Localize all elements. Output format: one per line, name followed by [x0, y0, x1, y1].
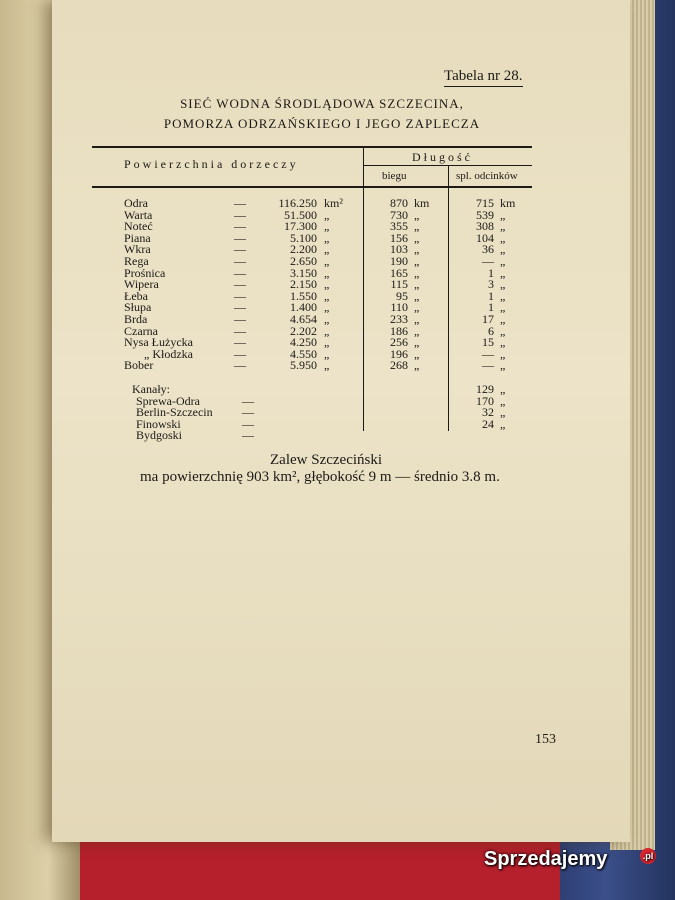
river-length-unit: „	[414, 242, 420, 256]
river-area-unit: „	[324, 254, 330, 268]
lagoon-description: ma powierzchnię 903 km², głębokość 9 m — średnio 3.8 m.	[140, 469, 500, 485]
river-navigable: 36	[482, 242, 494, 256]
river-name: Wipera	[124, 277, 159, 291]
canal-name: Sprewa-Odra	[136, 394, 200, 408]
river-area: 1.400	[290, 300, 317, 314]
canal-navigable-unit: „	[500, 382, 506, 396]
river-navigable: 15	[482, 335, 494, 349]
header-length-navigable: spl. odcinków	[456, 170, 518, 182]
river-length: 110	[390, 300, 408, 314]
river-length-unit: „	[414, 266, 420, 280]
river-area: 4.250	[290, 335, 317, 349]
table-title-line2: POMORZA ODRZAŃSKIEGO I JEGO ZAPLECZA	[163, 116, 481, 131]
river-length: 870	[390, 196, 408, 210]
row-dash: —	[234, 254, 246, 268]
river-length-unit: „	[414, 358, 420, 372]
river-navigable-unit: „	[500, 266, 506, 280]
row-dash: —	[234, 242, 246, 256]
river-area-unit: „	[324, 312, 330, 326]
river-length: 730	[390, 208, 408, 222]
river-navigable: 6	[488, 324, 494, 338]
river-length: 190	[390, 254, 408, 268]
river-area: 4.550	[290, 347, 317, 361]
row-dash: —	[234, 208, 246, 222]
river-name: Łeba	[124, 289, 148, 303]
river-area-unit: „	[324, 208, 330, 222]
river-navigable: 1	[488, 300, 494, 314]
canal-navigable: 129	[476, 382, 494, 396]
river-length-unit: „	[414, 289, 420, 303]
watermark-badge: .pl	[640, 848, 656, 864]
river-navigable: —	[482, 347, 494, 361]
canal-navigable-unit: „	[500, 417, 506, 431]
row-dash: —	[234, 196, 246, 210]
river-length: 186	[390, 324, 408, 338]
row-dash: —	[242, 394, 254, 408]
river-length: 103	[390, 242, 408, 256]
river-navigable-unit: „	[500, 242, 506, 256]
river-area: 4.654	[290, 312, 317, 326]
river-length-unit: „	[414, 312, 420, 326]
canal-navigable: 24	[482, 417, 494, 431]
river-area: 2.650	[290, 254, 317, 268]
river-navigable: 715	[476, 196, 494, 210]
river-area-unit: „	[324, 219, 330, 233]
header-length: Długość	[412, 150, 473, 164]
river-navigable-unit: „	[500, 324, 506, 338]
river-area: 116.250	[278, 196, 317, 210]
river-navigable: 1	[488, 289, 494, 303]
row-dash: —	[234, 219, 246, 233]
river-area: 5.100	[290, 231, 317, 245]
river-area-unit: „	[324, 289, 330, 303]
river-name: Bober	[124, 358, 154, 372]
row-dash: —	[234, 358, 246, 372]
river-area-unit: „	[324, 231, 330, 245]
row-dash: —	[242, 428, 254, 442]
river-name: Czarna	[124, 324, 158, 338]
canal-name: Finowski	[136, 417, 181, 431]
river-name: „ Kłodzka	[144, 347, 193, 361]
river-navigable-unit: „	[500, 219, 506, 233]
river-navigable: 104	[476, 231, 494, 245]
river-navigable-unit: „	[500, 335, 506, 349]
river-area-unit: km²	[324, 196, 343, 210]
river-length: 165	[390, 266, 408, 280]
river-length: 115	[390, 277, 408, 291]
river-navigable: 539	[476, 208, 494, 222]
river-navigable: —	[482, 358, 494, 372]
river-length-unit: „	[414, 300, 420, 314]
river-navigable: 3	[488, 277, 494, 291]
table-number-label: Tabela nr 28.	[444, 68, 523, 87]
river-area: 2.150	[290, 277, 317, 291]
river-navigable-unit: „	[500, 231, 506, 245]
river-area: 3.150	[290, 266, 317, 280]
river-area-unit: „	[324, 242, 330, 256]
river-navigable: 308	[476, 219, 494, 233]
river-length: 233	[390, 312, 408, 326]
river-length-unit: „	[414, 208, 420, 222]
row-dash: —	[234, 347, 246, 361]
river-area-unit: „	[324, 324, 330, 338]
river-name: Warta	[124, 208, 153, 222]
row-dash: —	[242, 417, 254, 431]
watermark-text: Sprzedajemy	[484, 848, 608, 870]
table-header-rule	[92, 186, 532, 188]
river-area: 17.300	[284, 219, 317, 233]
page-number: 153	[535, 732, 556, 747]
river-navigable-unit: „	[500, 289, 506, 303]
river-length: 156	[390, 231, 408, 245]
river-length-unit: km	[414, 196, 430, 210]
river-navigable-unit: „	[500, 277, 506, 291]
row-dash: —	[234, 335, 246, 349]
river-length-unit: „	[414, 347, 420, 361]
canal-navigable-unit: „	[500, 394, 506, 408]
river-area-unit: „	[324, 300, 330, 314]
river-length-unit: „	[414, 277, 420, 291]
river-name: Słupa	[124, 300, 152, 314]
river-name: Nysa Łużycka	[124, 335, 193, 349]
river-length: 196	[390, 347, 408, 361]
river-navigable-unit: km	[500, 196, 516, 210]
book-page	[52, 0, 630, 842]
row-dash: —	[242, 405, 254, 419]
river-name: Noteć	[124, 219, 153, 233]
river-area: 1.550	[290, 289, 317, 303]
watermark-logo	[484, 848, 664, 882]
river-name: Odra	[124, 196, 148, 210]
river-area: 51.500	[284, 208, 317, 222]
table-top-rule	[92, 146, 532, 148]
row-dash: —	[234, 312, 246, 326]
header-length-course: biegu	[382, 170, 407, 182]
river-length-unit: „	[414, 324, 420, 338]
river-navigable-unit: „	[500, 300, 506, 314]
row-dash: —	[234, 289, 246, 303]
river-length-unit: „	[414, 219, 420, 233]
row-dash: —	[234, 277, 246, 291]
canal-name: Berlin-Szczecin	[136, 405, 213, 419]
river-length: 355	[390, 219, 408, 233]
table-title-line1: SIEĆ WODNA ŚRODLĄDOWA SZCZECINA,	[180, 96, 464, 111]
river-length-unit: „	[414, 335, 420, 349]
river-navigable-unit: „	[500, 254, 506, 268]
river-area-unit: „	[324, 358, 330, 372]
column-divider-2	[448, 165, 449, 431]
river-length: 268	[390, 358, 408, 372]
row-dash: —	[234, 300, 246, 314]
row-dash: —	[234, 266, 246, 280]
river-length-unit: „	[414, 231, 420, 245]
header-area: Powierzchnia dorzeczy	[124, 157, 299, 171]
river-length-unit: „	[414, 254, 420, 268]
canal-navigable: 32	[482, 405, 494, 419]
row-dash: —	[234, 324, 246, 338]
row-dash: —	[234, 231, 246, 245]
river-name: Prośnica	[124, 266, 166, 280]
river-area: 2.202	[290, 324, 317, 338]
river-area: 2.200	[290, 242, 317, 256]
canal-name: Bydgoski	[136, 428, 183, 442]
canal-navigable-unit: „	[500, 405, 506, 419]
river-navigable-unit: „	[500, 208, 506, 222]
river-navigable: 17	[482, 312, 494, 326]
canals-heading: Kanały:	[132, 382, 170, 396]
river-area: 5.950	[290, 358, 317, 372]
river-name: Piana	[124, 231, 151, 245]
river-area-unit: „	[324, 347, 330, 361]
lagoon-title: Zalew Szczeciński	[270, 452, 383, 468]
river-navigable: 1	[488, 266, 494, 280]
river-area-unit: „	[324, 277, 330, 291]
river-navigable-unit: „	[500, 312, 506, 326]
river-navigable-unit: „	[500, 358, 506, 372]
river-name: Brda	[124, 312, 148, 326]
river-area-unit: „	[324, 335, 330, 349]
river-name: Wkra	[124, 242, 151, 256]
column-divider-1	[363, 146, 364, 431]
river-area-unit: „	[324, 266, 330, 280]
canal-navigable: 170	[476, 394, 494, 408]
river-navigable-unit: „	[500, 347, 506, 361]
river-navigable: —	[482, 254, 494, 268]
river-length: 95	[396, 289, 408, 303]
river-name: Rega	[124, 254, 149, 268]
river-length: 256	[390, 335, 408, 349]
